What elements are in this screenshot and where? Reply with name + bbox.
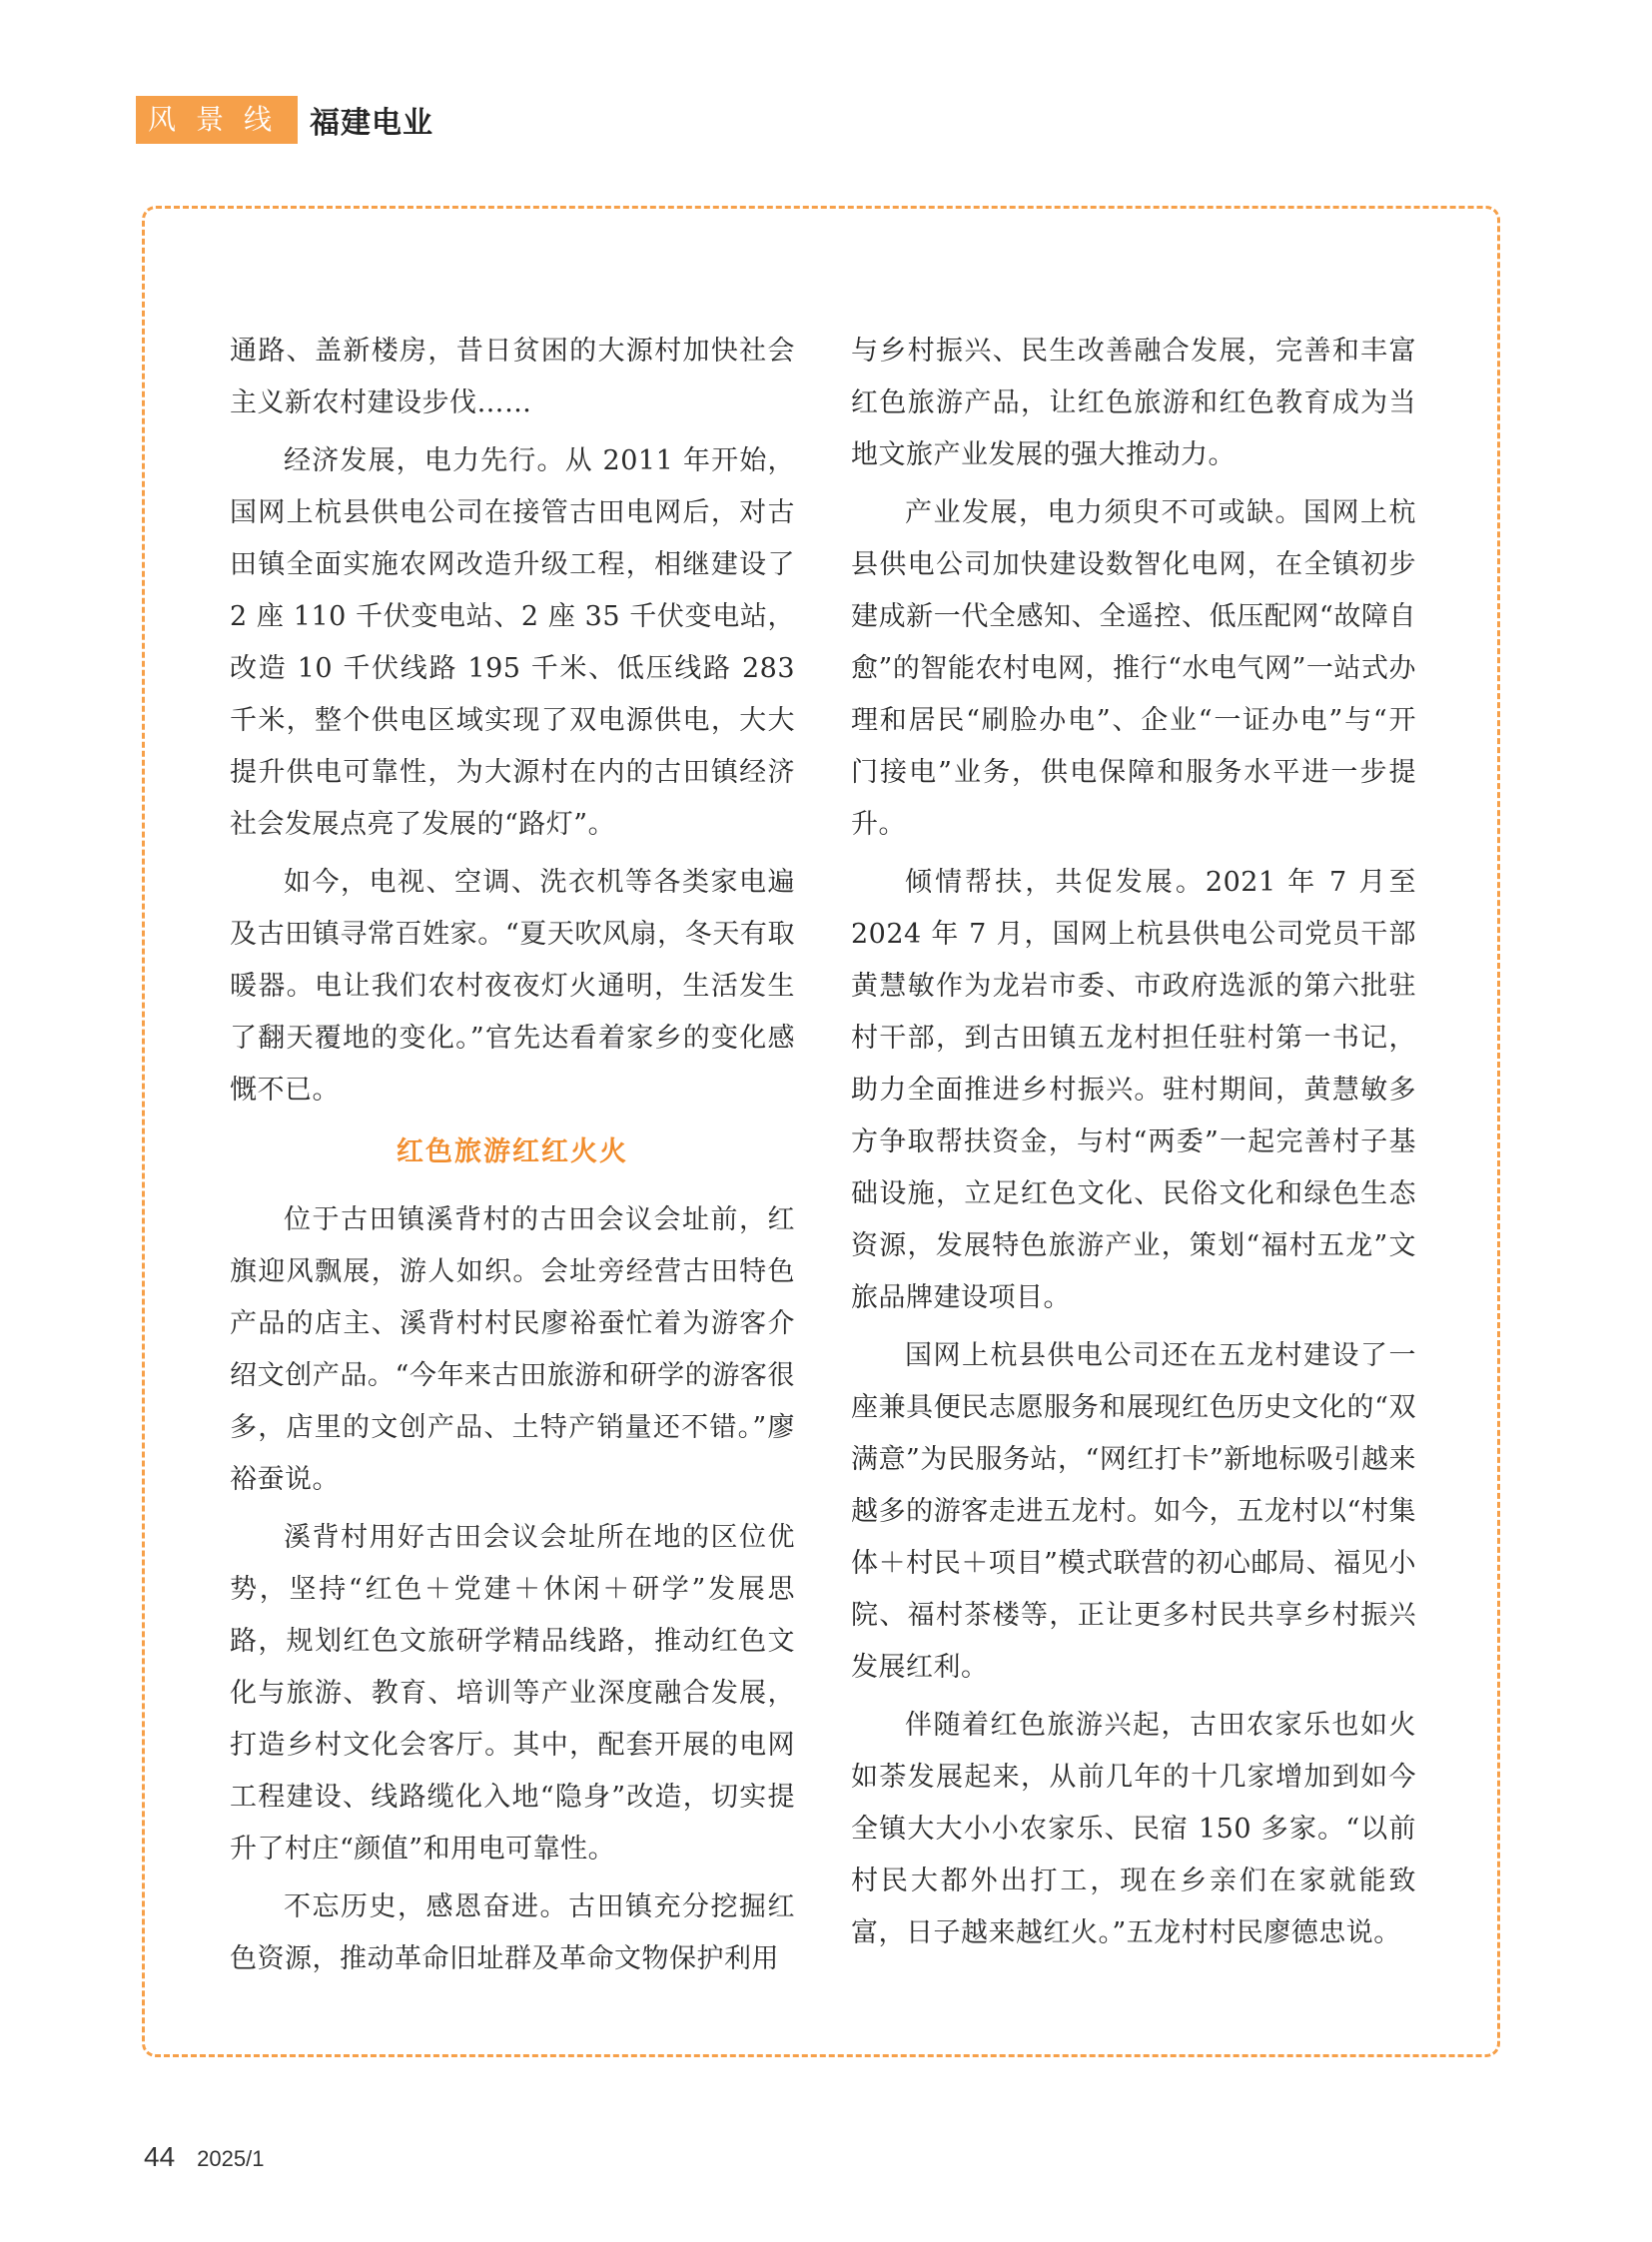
right-column [851,326,1416,1991]
left-column [230,326,795,1991]
paragraph: 不忘历史，感恩奋进。古田镇充分挖掘红色资源，推动革命旧址群及革命文物保护利用 [230,1891,795,1974]
section-badge: 风景线 [136,96,298,144]
issue-label: 2025/1 [197,2146,265,2171]
paragraph: 国网上杭县供电公司还在五龙村建设了一座兼具便民志愿服务和展现红色历史文化的“双满意”为民服务站，“网红打卡”新地标吸引越来越多的游客走进五龙村。如今，五龙村以“村集体＋村民＋项目”模式联营的初心邮局、福见小院、福村茶楼等，正让更多村民共享乡村振兴发展红利。 [851,1340,1416,1683]
paragraph: 产业发展，电力须臾不可或缺。国网上杭县供电公司加快建设数智化电网，在全镇初步建成新一代全感知、全遥控、低压配网“故障自愈”的智能农村电网，推行“水电气网”一站式办理和居民“刷脸办电”、企业“一证办电”与“开门接电”业务，供电保障和服务水平进一步提升。 [851,497,1416,840]
paragraph: 通路、盖新楼房，昔日贫困的大源村加快社会主义新农村建设步伐…… [230,336,795,418]
section-subheading: 红色旅游红红火火 [397,1136,628,1167]
paragraph: 位于古田镇溪背村的古田会议会址前，红旗迎风飘展，游人如织。会址旁经营古田特色产品的店主、溪背村村民廖裕蚕忙着为游客介绍文创产品。“今年来古田旅游和研学的游客很多，店里的文创产品、土特产销量还不错。”廖裕蚕说。 [230,1204,795,1495]
article-body [230,326,1416,1991]
paragraph: 倾情帮扶，共促发展。2021 年 7 月至 2024 年 7 月，国网上杭县供电公司党员干部黄慧敏作为龙岩市委、市政府选派的第六批驻村干部，到古田镇五龙村担任驻村第一书记，助力全面推进乡村振兴。驻村期间，黄慧敏多方争取帮扶资金，与村“两委”一起完善村子基础设施，立足红色文化、民俗文化和绿色生态资源，发展特色旅游产业，策划“福村五龙”文旅品牌建设项目。 [851,867,1416,1313]
paragraph: 伴随着红色旅游兴起，古田农家乐也如火如荼发展起来，从前几年的十几家增加到如今全镇大大小小农家乐、民宿 150 多家。“以前村民大都外出打工，现在乡亲们在家就能致富，日子越来越红火。”五龙村村民廖德忠说。 [851,1710,1416,1948]
page-footer [144,2141,264,2173]
page-header [136,96,433,144]
paragraph: 经济发展，电力先行。从 2011 年开始，国网上杭县供电公司在接管古田电网后，对古田镇全面实施农网改造升级工程，相继建设了 2 座 110 千伏变电站、2 座 35 千伏变电站，改造 10 千伏线路 195 千米、低压线路 283 千米，整个供电区域实现了双电源供电，大大提升供电可靠性，为大源村在内的古田镇经济社会发展点亮了发展的“路灯”。 [230,445,795,840]
magazine-name: 福建电业 [310,106,433,141]
paragraph: 如今，电视、空调、洗衣机等各类家电遍及古田镇寻常百姓家。“夏天吹风扇，冬天有取暖器。电让我们农村夜夜灯火通明，生活发生了翻天覆地的变化。”官先达看着家乡的变化感慨不已。 [230,867,795,1106]
paragraph: 与乡村振兴、民生改善融合发展，完善和丰富红色旅游产品，让红色旅游和红色教育成为当地文旅产业发展的强大推动力。 [851,336,1416,470]
page-number: 44 [144,2141,176,2172]
paragraph: 溪背村用好古田会议会址所在地的区位优势，坚持“红色＋党建＋休闲＋研学”发展思路，规划红色文旅研学精品线路，推动红色文化与旅游、教育、培训等产业深度融合发展，打造乡村文化会客厅。其中，配套开展的电网工程建设、线路缆化入地“隐身”改造，切实提升了村庄“颜值”和用电可靠性。 [230,1522,795,1865]
